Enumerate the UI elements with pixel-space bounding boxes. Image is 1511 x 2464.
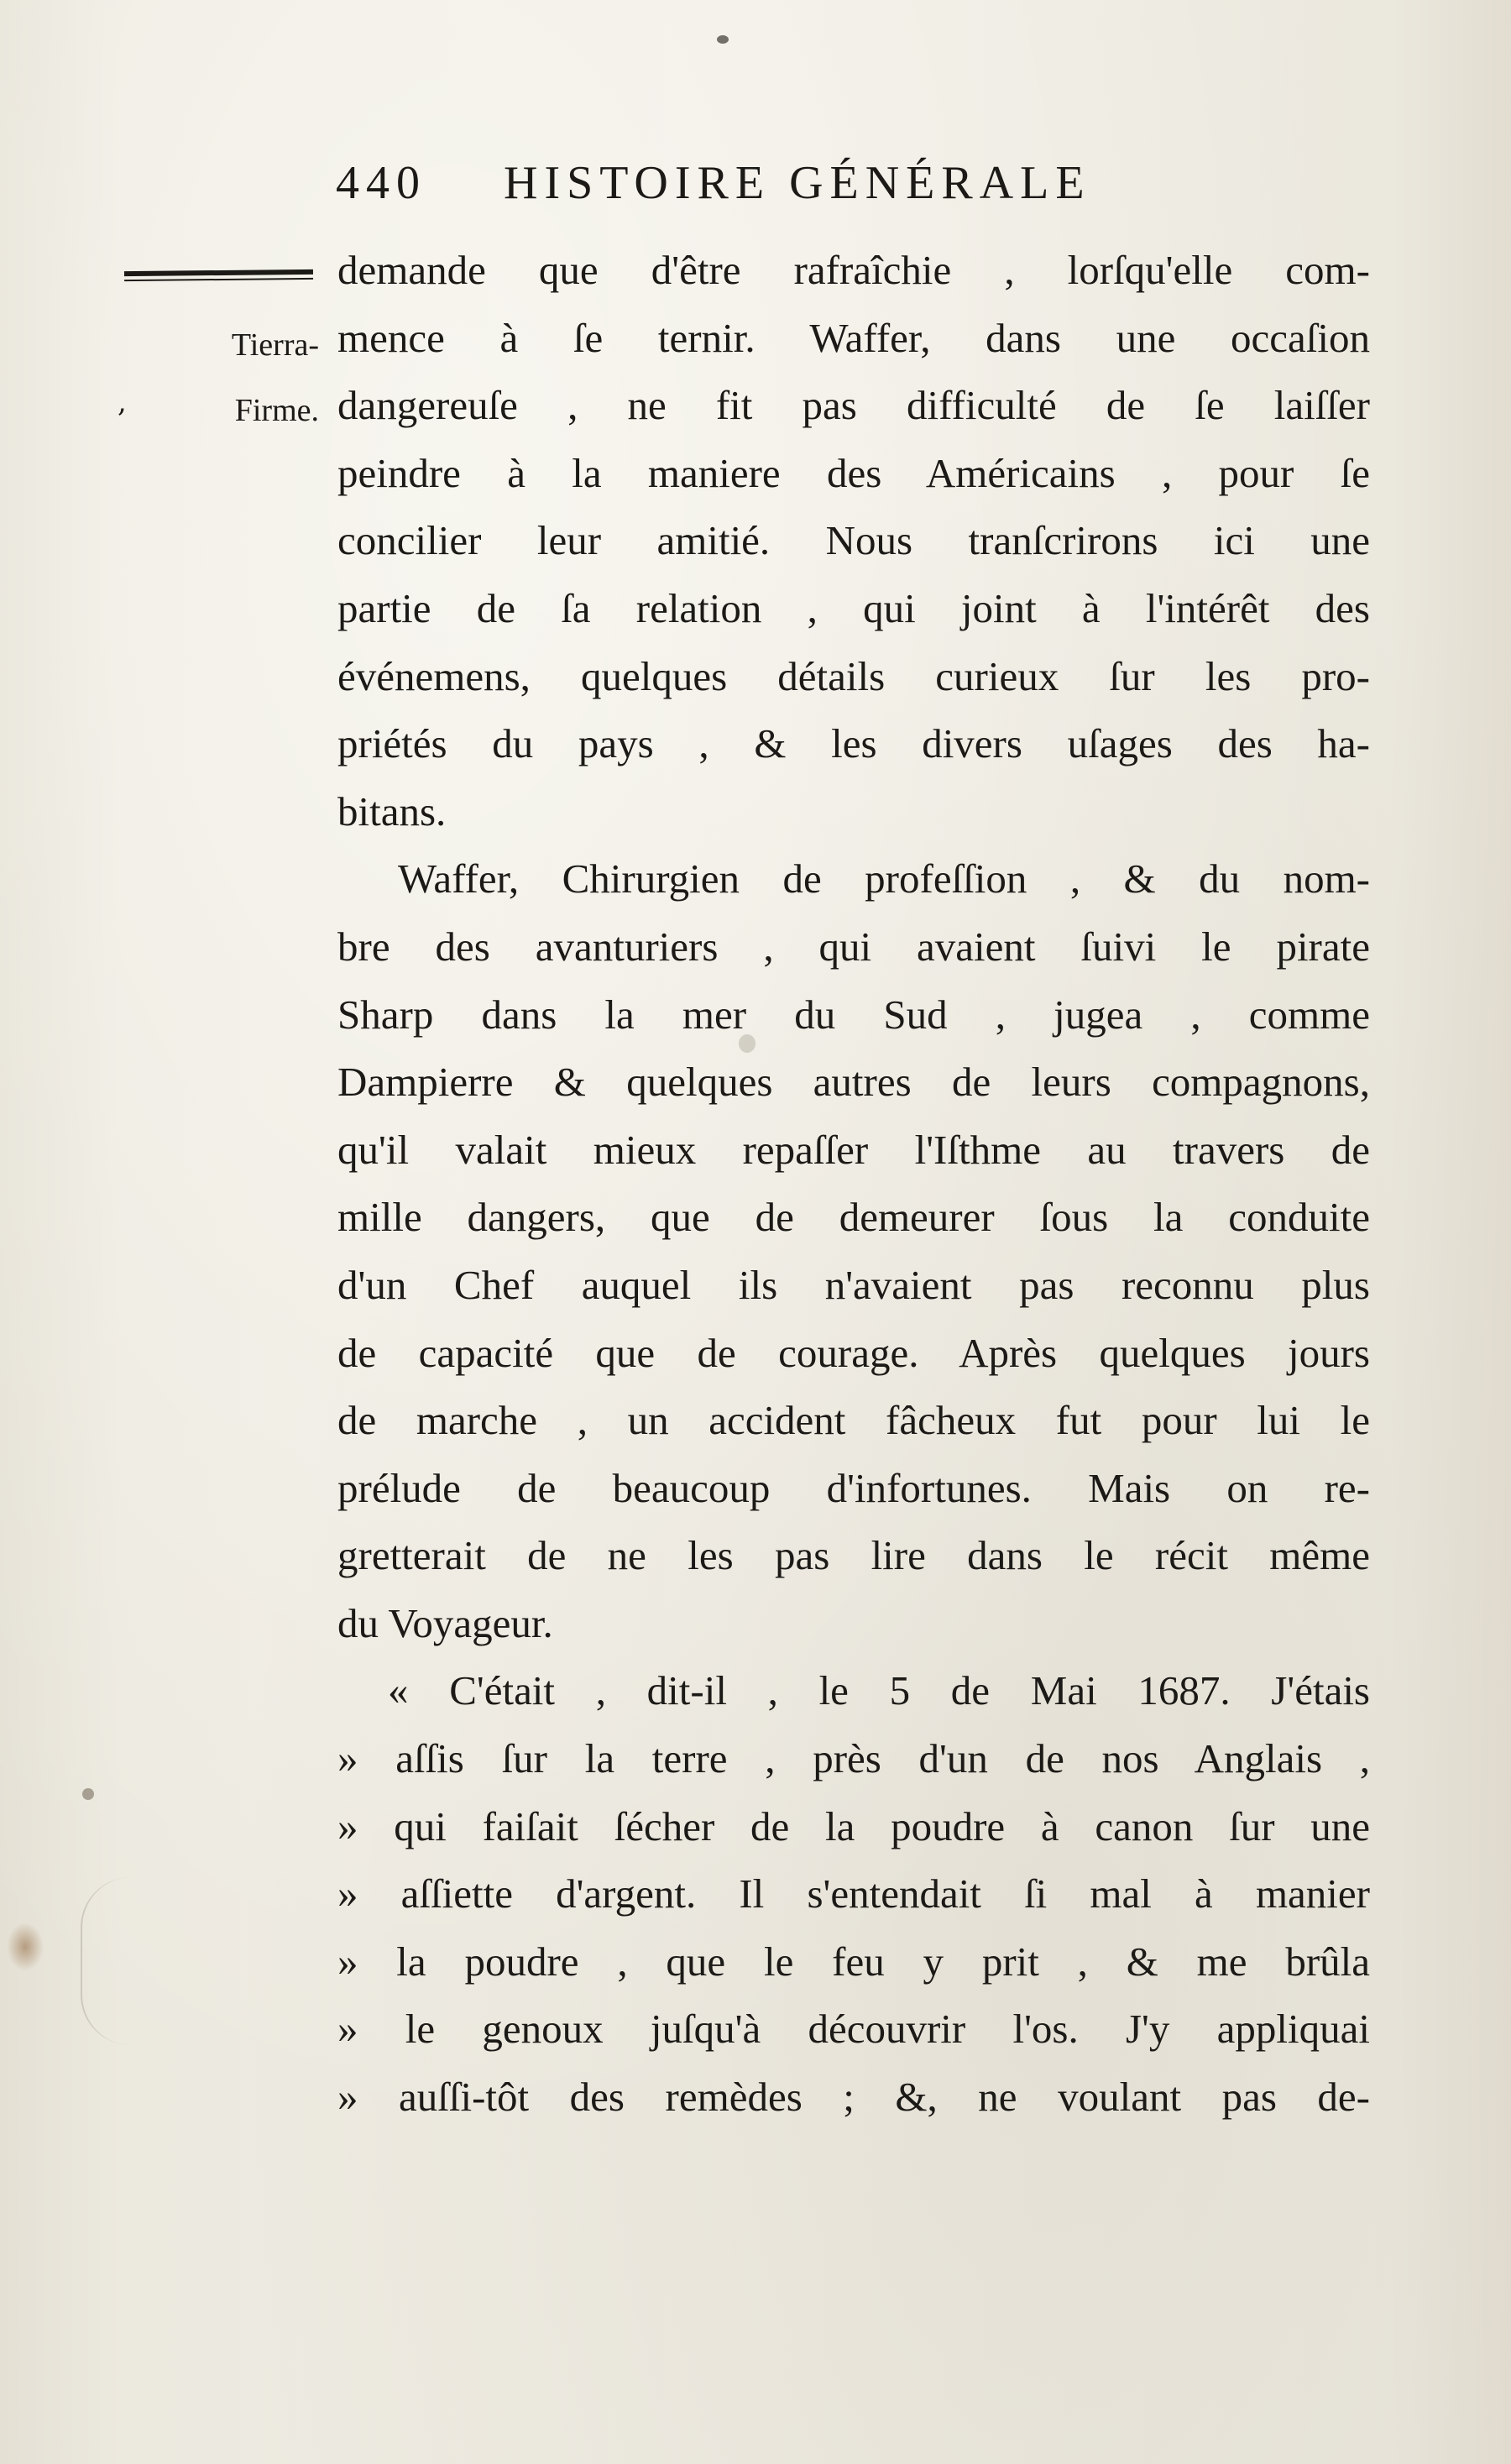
- margin-rule: [124, 269, 313, 281]
- running-head: HISTOIRE GÉNÉRALE: [504, 157, 1091, 209]
- paper-crease: [81, 1877, 133, 2045]
- text-line: du Voyageur.: [337, 1599, 553, 1646]
- text-line: peindre à la maniere des Américains , pour ſe: [337, 449, 1370, 496]
- text-line: » qui faiſait ſécher de la poudre à canon ſur une: [337, 1802, 1370, 1849]
- text-line: bitans.: [337, 787, 447, 834]
- text-line: Waffer, Chirurgien de profeſſion , & du nom-: [398, 855, 1370, 902]
- ink-speck: [82, 1788, 94, 1800]
- text-line: » la poudre , que le feu y prit , & me brûla: [337, 1938, 1370, 1985]
- margin-note-line: Tierra-: [231, 327, 319, 363]
- text-line: » aſſis ſur la terre , près d'un de nos Anglais ,: [337, 1735, 1370, 1782]
- ink-speck: [717, 35, 729, 44]
- page-header: [336, 149, 1410, 217]
- text-line: mille dangers, que de demeurer ſous la conduite: [337, 1194, 1370, 1241]
- text-line: événemens, quelques détails curieux ſur les pro-: [337, 652, 1370, 699]
- text-line: gretterait de ne les pas lire dans le récit même: [337, 1532, 1370, 1579]
- margin-mark: ,: [118, 385, 127, 419]
- body-text: [337, 237, 1370, 2132]
- text-line: « C'était , dit-il , le 5 de Mai 1687. J'étais: [388, 1667, 1370, 1714]
- text-line: » auſſi-tôt des remèdes ; &, ne voulant pas de-: [337, 2074, 1370, 2121]
- text-line: dangereuſe , ne fit pas difficulté de ſe laiſſer: [337, 382, 1370, 429]
- text-line: qu'il valait mieux repaſſer l'Iſthme au travers de: [337, 1126, 1370, 1173]
- text-line: partie de ſa relation , qui joint à l'intérêt des: [337, 584, 1370, 631]
- text-line: d'un Chef auquel ils n'avaient pas reconnu plus: [337, 1261, 1370, 1308]
- text-line: de capacité que de courage. Après quelques jours: [337, 1329, 1370, 1376]
- text-line: priétés du pays , & les divers uſages des ha-: [337, 720, 1370, 767]
- text-line: » aſſiette d'argent. Il s'entendait ſi mal à manier: [337, 1870, 1370, 1917]
- text-line: concilier leur amitié. Nous tranſcrirons ici une: [337, 517, 1370, 564]
- margin-note: [126, 312, 319, 443]
- margin-note-line: Firme.: [234, 393, 319, 428]
- text-line: mence à ſe ternir. Waffer, dans une occaſion: [337, 314, 1370, 361]
- text-line: Dampierre & quelques autres de leurs compagnons,: [337, 1059, 1370, 1106]
- text-line: de marche , un accident fâcheux fut pour lui le: [337, 1397, 1370, 1444]
- text-line: prélude de beaucoup d'infortunes. Mais on re-: [337, 1464, 1370, 1511]
- foxing-stain: [7, 1923, 44, 1971]
- text-line: Sharp dans la mer du Sud , jugea , comme: [337, 991, 1370, 1038]
- page-number: 440: [336, 157, 426, 209]
- text-line: bre des avanturiers , qui avaient ſuivi le pirate: [337, 923, 1370, 970]
- text-line: demande que d'être rafraîchie , lorſqu'elle com-: [337, 247, 1370, 293]
- text-line: » le genoux juſqu'à découvrir l'os. J'y appliquai: [337, 2006, 1370, 2053]
